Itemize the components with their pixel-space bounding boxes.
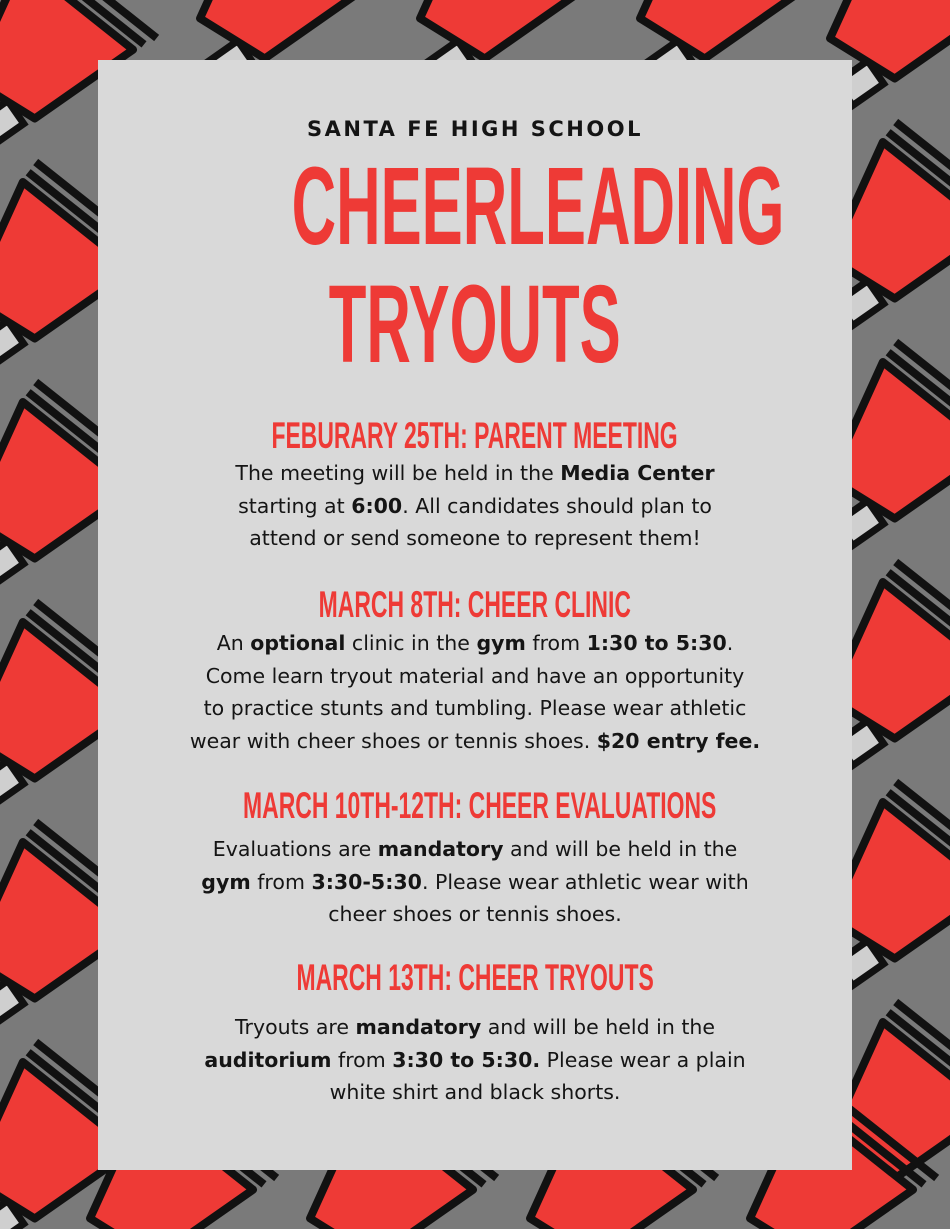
text-run: attend or send someone to represent them! bbox=[249, 526, 701, 550]
body-line bbox=[98, 660, 852, 693]
bold-text: 6:00 bbox=[351, 493, 403, 518]
body-line bbox=[98, 490, 852, 523]
text-run: Tryouts are bbox=[235, 1015, 356, 1039]
body-line bbox=[98, 1076, 852, 1109]
bold-text: 3:30 to 5:30. bbox=[392, 1047, 541, 1072]
section-body-cheer-tryouts bbox=[98, 1011, 852, 1109]
title-line-2: TRYOUTS bbox=[328, 263, 622, 386]
text-run: Please wear a plain bbox=[540, 1047, 746, 1072]
text-run: Come learn tryout material and have an opportunity bbox=[205, 663, 745, 688]
bold-text: auditorium bbox=[204, 1047, 332, 1072]
text-run: cheer shoes or tennis shoes. bbox=[328, 902, 622, 926]
text-run: . Please wear athletic wear with bbox=[421, 869, 749, 894]
bold-text: mandatory bbox=[377, 837, 504, 861]
text-run: . bbox=[726, 631, 734, 655]
text-run: starting at bbox=[238, 493, 352, 518]
text-run: from bbox=[525, 631, 587, 655]
text-run: wear with cheer shoes or tennis shoes. bbox=[189, 728, 597, 753]
section-title-cheer-tryouts: MARCH 13TH: CHEER TRYOUTS bbox=[296, 957, 654, 998]
text-run: to practice stunts and tumbling. Please wear athletic bbox=[203, 696, 747, 720]
flyer-card bbox=[98, 60, 852, 1170]
bold-text: gym bbox=[201, 869, 251, 894]
body-line bbox=[98, 833, 852, 866]
bold-text: optional bbox=[250, 631, 346, 655]
body-line bbox=[98, 627, 852, 660]
body-line bbox=[98, 898, 852, 931]
text-run: An bbox=[216, 631, 251, 655]
body-line bbox=[98, 725, 852, 758]
text-run: . All candidates should plan to bbox=[402, 493, 712, 518]
body-line bbox=[98, 1011, 852, 1044]
body-line bbox=[98, 1044, 852, 1077]
body-line bbox=[98, 522, 852, 555]
text-run: white shirt and black shorts. bbox=[329, 1080, 621, 1104]
text-run: from bbox=[331, 1047, 393, 1072]
section-body-cheer-evaluations bbox=[98, 833, 852, 931]
text-run: and will be held in the bbox=[503, 837, 738, 861]
text-run: Evaluations are bbox=[212, 837, 378, 861]
bold-text: 1:30 to 5:30 bbox=[586, 631, 727, 655]
section-body-cheer-clinic bbox=[98, 627, 852, 757]
section-body-parent-meeting bbox=[98, 457, 852, 555]
bold-text: 3:30-5:30 bbox=[311, 869, 422, 894]
bold-text: gym bbox=[476, 631, 526, 655]
text-run: from bbox=[250, 869, 312, 894]
bold-text: Media Center bbox=[560, 461, 715, 485]
school-name: SANTA FE HIGH SCHOOL bbox=[307, 117, 643, 141]
section-title-cheer-clinic: MARCH 8TH: CHEER CLINIC bbox=[318, 584, 632, 625]
body-line bbox=[98, 866, 852, 899]
bold-text: mandatory bbox=[355, 1015, 482, 1039]
section-title-cheer-evaluations: MARCH 10TH-12TH: CHEER EVALUATIONS bbox=[243, 785, 717, 826]
text-run: and will be held in the bbox=[481, 1015, 715, 1039]
body-line bbox=[98, 457, 852, 490]
section-title-parent-meeting: FEBURARY 25TH: PARENT MEETING bbox=[271, 415, 679, 456]
title-line-1: CHEERLEADING bbox=[291, 145, 785, 268]
text-run: clinic in the bbox=[345, 631, 477, 655]
bold-text: $20 entry fee. bbox=[596, 728, 761, 753]
body-line bbox=[98, 692, 852, 725]
text-run: The meeting will be held in the bbox=[235, 461, 561, 485]
